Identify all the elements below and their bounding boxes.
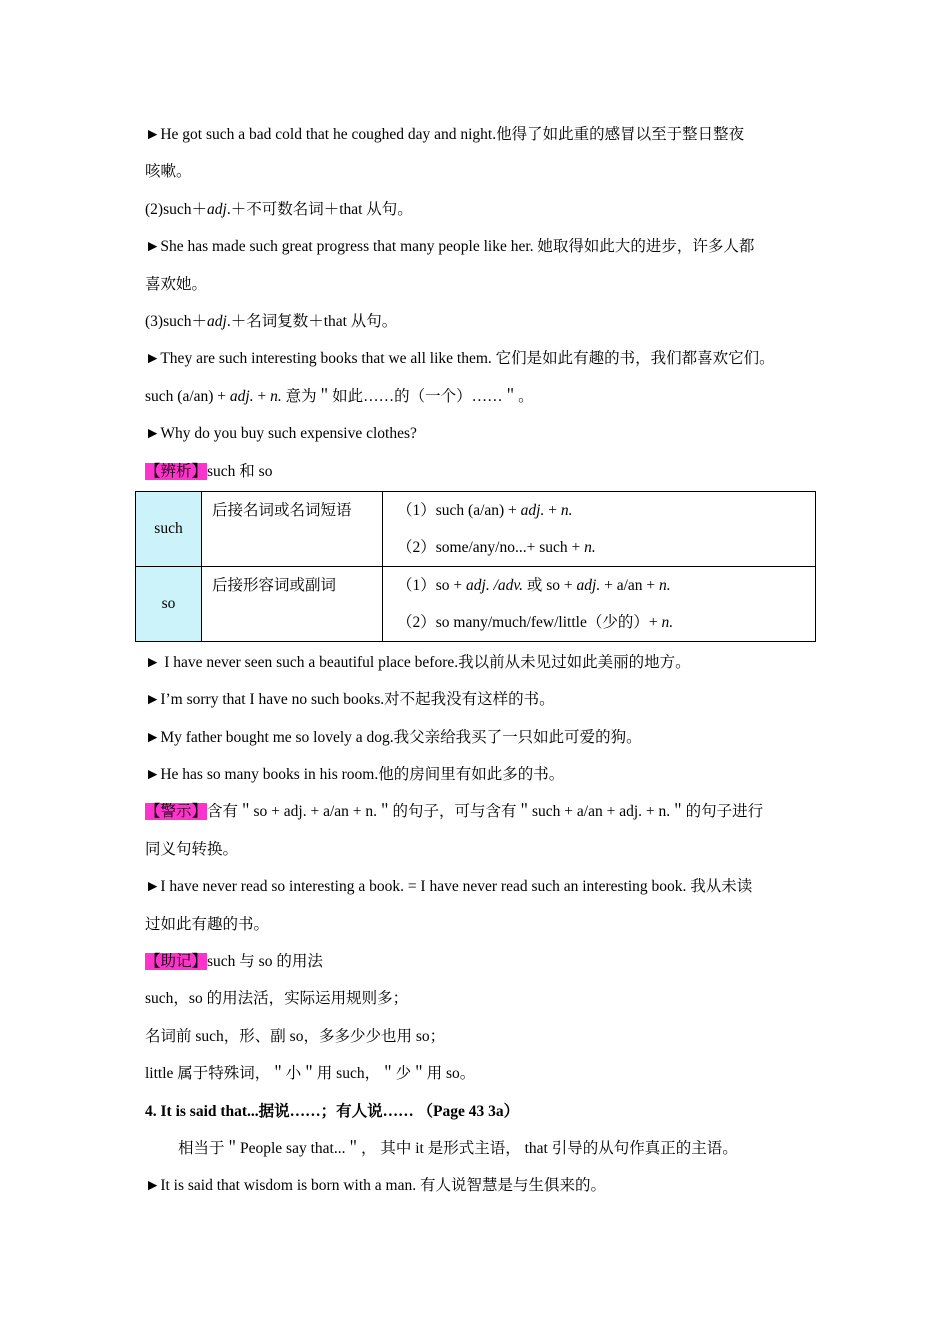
example-sentence-books: ►They are such interesting books that we all like them. 它们是如此有趣的书，我们都喜欢它们。: [145, 350, 775, 368]
rule-plural: (3)such＋adj.＋名词复数＋that 从句。: [145, 312, 398, 330]
table-row: [136, 491, 816, 566]
rule-such-a-an: such (a/an) + adj. + n. 意为＂如此……的（一个）……＂。: [145, 387, 534, 405]
table-desc-so: 后接形容词或副词: [202, 566, 383, 641]
table-key-such: such: [136, 491, 202, 566]
mnemonic-tag: 【助记】: [145, 953, 208, 971]
example-sentence-clothes: ►Why do you buy such expensive clothes?: [145, 425, 417, 443]
example-sentence-many-books: ►He has so many books in his room.他的房间里有如此多的书。: [145, 766, 565, 784]
table-examples-so: （1）so + adj. /adv. 或 so + adj. + a/an + n. （2）so many/much/few/little（少的）+ n.: [383, 566, 816, 641]
rule-uncountable: (2)such＋adj.＋不可数名词＋that 从句。: [145, 200, 413, 218]
section-heading-it-is-said: 4. It is said that...据说……；有人说…… （Page 43 3a）: [145, 1102, 520, 1120]
mnemonic-line-3: little 属于特殊词，＂小＂用 such，＂少＂用 so。: [145, 1065, 476, 1083]
mnemonic-line-1: such，so 的用法活，实际运用规则多；: [145, 990, 409, 1008]
such-so-comparison-table: [135, 491, 816, 642]
table-row: [136, 566, 816, 641]
analysis-heading: 【辨析】such 和 so: [145, 462, 273, 480]
warning-heading: 【警示】含有＂so + adj. + a/an + n.＂的句子，可与含有＂such + a/an + adj. + n.＂的句子进行: [145, 803, 764, 821]
document-page: [145, 116, 817, 1205]
example-sentence-progress: ►She has made such great progress that many people like her. 她取得如此大的进步，许多人都: [145, 238, 755, 256]
analysis-tag: 【辨析】: [145, 462, 208, 480]
table-examples-such: （1）such (a/an) + adj. + n. （2）some/any/no...+ such + n.: [383, 491, 816, 566]
example-sentence-dog: ►My father bought me so lovely a dog.我父亲给我买了一只如此可爱的狗。: [145, 728, 642, 746]
example-sentence-cold-cont: 咳嗽。: [145, 163, 192, 181]
example-sentence-progress-cont: 喜欢她。: [145, 275, 208, 293]
warning-cont: 同义句转换。: [145, 840, 239, 858]
example-sentence-cold: ►He got such a bad cold that he coughed day and night.他得了如此重的感冒以至于整日整夜: [145, 126, 745, 143]
example-sentence-place: ► I have never seen such a beautiful place before.我以前从未见过如此美丽的地方。: [145, 653, 691, 671]
example-sentence-wisdom: ►It is said that wisdom is born with a man. 有人说智慧是与生俱来的。: [145, 1177, 606, 1195]
mnemonic-heading: 【助记】such 与 so 的用法: [145, 953, 323, 971]
warning-tag: 【警示】: [145, 803, 208, 821]
table-desc-such: 后接名词或名词短语: [202, 491, 383, 566]
example-sentence-interesting-cont: 过如此有趣的书。: [145, 915, 270, 933]
explanation-it-is-said: 相当于＂People say that...＂， 其中 it 是形式主语， that 引导的从句作真正的主语。: [178, 1139, 738, 1157]
table-key-so: so: [136, 566, 202, 641]
mnemonic-line-2: 名词前 such，形、副 so，多多少少也用 so；: [145, 1027, 446, 1045]
example-sentence-sorry: ►I’m sorry that I have no such books.对不起我没有这样的书。: [145, 691, 555, 709]
example-sentence-interesting: ►I have never read so interesting a book. = I have never read such an interesting book. 我从未读: [145, 878, 753, 896]
